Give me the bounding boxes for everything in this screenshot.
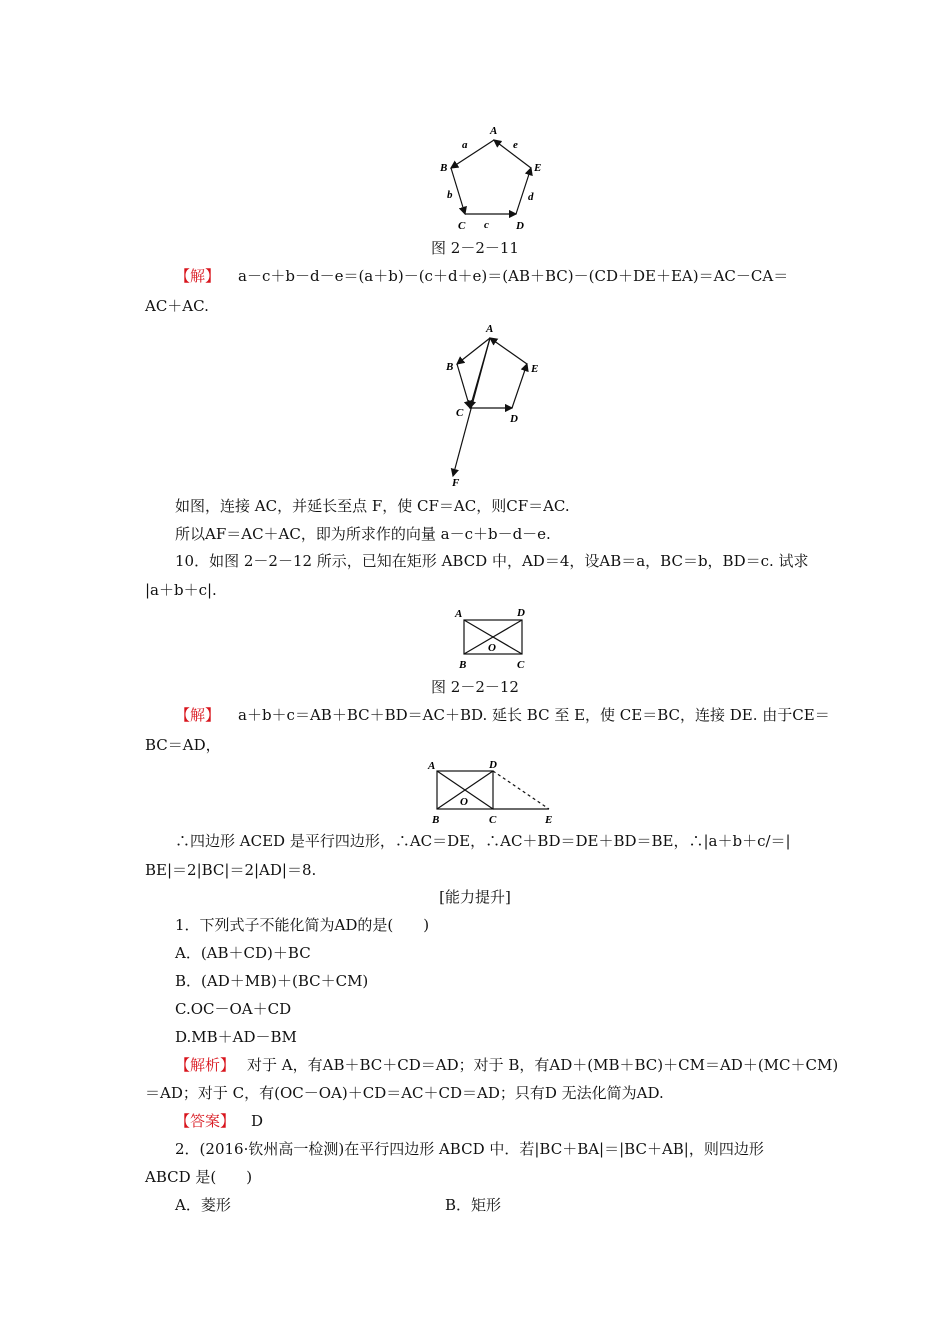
answer-line	[175, 1111, 263, 1131]
analysis-tag: 【解析】	[175, 1056, 236, 1074]
point-label-a: A	[428, 760, 436, 772]
point-label-b: B	[440, 162, 448, 174]
point-label-b: B	[446, 361, 454, 373]
question-10-line: |a＋b＋c|.	[145, 581, 217, 599]
solution-line: AC＋AC.	[145, 297, 209, 315]
question-1-option-a: A．(AB＋CD)＋BC	[175, 944, 311, 962]
solution-line: BE|＝2|BC|＝2|AD|＝8.	[145, 861, 317, 879]
point-label-d: D	[516, 220, 524, 232]
question-1-stem: 1．下列式子不能化简为AD的是( )	[175, 916, 430, 934]
vector-label-e: e	[513, 139, 518, 151]
solution-text: a－c＋b－d－e＝(a＋b)－(c＋d＋e)＝(AB＋BC)－(CD＋DE＋EA)＝AC－CA＝	[238, 267, 789, 285]
point-label-o: O	[460, 796, 468, 808]
question-10-line: 10．如图 2－2－12 所示，已知在矩形 ABCD 中，AD＝4，设AB＝a，BC＝b，BD＝c. 试求	[175, 552, 809, 570]
figure-pentagon-extension	[430, 318, 560, 488]
analysis-line	[175, 1055, 838, 1075]
solution-tag: 【解】	[175, 267, 221, 285]
point-label-e: E	[545, 814, 553, 826]
solution-tag: 【解】	[175, 706, 221, 724]
analysis-line: ＝AD；对于 C，有(OC－OA)＋CD＝AC＋CD＝AD；只有D 无法化简为AD.	[145, 1084, 664, 1102]
vector-label-a: a	[462, 139, 468, 151]
section-heading: [能力提升]	[439, 888, 511, 906]
figure-rectangle	[450, 603, 540, 675]
point-label-e: E	[534, 162, 542, 174]
figure-pentagon-vectors	[420, 118, 560, 236]
vector-label-c: c	[484, 219, 489, 231]
vector-label-b: b	[447, 189, 453, 201]
point-label-a: A	[486, 323, 494, 335]
question-2-line: 2．(2016·钦州高一检测)在平行四边形 ABCD 中．若|BC＋BA|＝|BC＋AB|，则四边形	[175, 1140, 764, 1158]
point-label-a: A	[455, 608, 463, 620]
question-2-option-a: A．菱形	[175, 1196, 231, 1214]
point-label-d: D	[489, 759, 497, 771]
point-label-a: A	[490, 125, 498, 137]
point-label-b: B	[432, 814, 440, 826]
question-1-option-b: B．(AD＋MB)＋(BC＋CM)	[175, 972, 369, 990]
solution-text: a＋b＋c＝AB＋BC＋BD＝AC＋BD. 延长 BC 至 E，使 CE＝BC，连接 DE. 由于CE＝	[238, 706, 830, 724]
question-2-option-b: B．矩形	[445, 1196, 502, 1214]
answer-tag: 【答案】	[175, 1112, 236, 1130]
solution-line: 所以AF＝AC＋AC，即为所求作的向量 a－c＋b－d－e.	[175, 525, 551, 543]
point-label-c: C	[456, 407, 464, 419]
point-label-o: O	[488, 642, 496, 654]
figure-rectangle-extension	[425, 757, 565, 827]
analysis-text: 对于 A，有AB＋BC＋CD＝AD；对于 B，有AD＋(MB＋BC)＋CM＝AD＋(MC＋CM)	[247, 1056, 839, 1074]
vector-label-d: d	[528, 191, 534, 203]
solution-line	[175, 266, 788, 286]
point-label-e: E	[531, 363, 539, 375]
point-label-d: D	[517, 607, 525, 619]
solution-line: 如图，连接 AC，并延长至点 F，使 CF＝AC，则CF＝AC.	[175, 497, 570, 515]
solution-line	[175, 705, 830, 725]
figure-caption: 图 2－2－11	[431, 239, 519, 257]
point-label-c: C	[458, 220, 466, 232]
solution-line: BC＝AD，	[145, 736, 221, 754]
point-label-d: D	[510, 413, 518, 425]
figure-caption: 图 2－2－12	[431, 678, 519, 696]
point-label-c: C	[489, 814, 497, 826]
point-label-f: F	[452, 477, 460, 488]
answer-text: D	[251, 1112, 264, 1130]
question-2-line: ABCD 是( )	[145, 1168, 253, 1186]
question-1-option-c: C.OC－OA＋CD	[175, 1000, 292, 1018]
point-label-b: B	[459, 659, 467, 671]
question-1-option-d: D.MB＋AD－BM	[175, 1028, 297, 1046]
point-label-c: C	[517, 659, 525, 671]
solution-line: ∴四边形 ACED 是平行四边形，∴AC＝DE，∴AC＋BD＝DE＋BD＝BE，∴|a＋b＋c/＝|	[175, 832, 791, 850]
